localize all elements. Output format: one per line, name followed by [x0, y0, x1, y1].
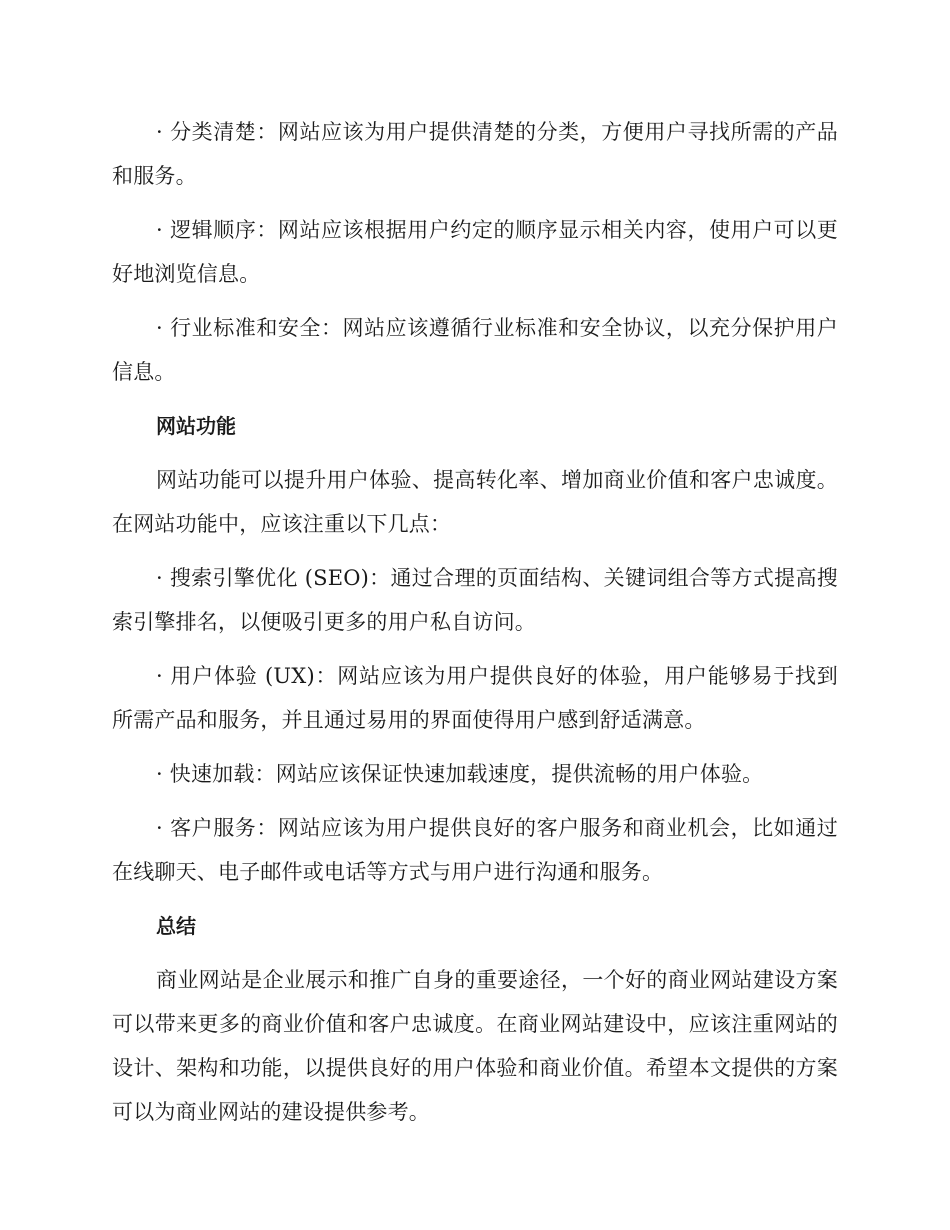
section-heading-summary: 总结	[156, 914, 196, 938]
functions-intro-paragraph: 网站功能可以提升用户体验、提高转化率、增加商业价值和客户忠诚度。在网站功能中，应该注重以下几点：	[112, 468, 838, 536]
document-page	[112, 110, 838, 1134]
list-item-customer-service: · 客户服务：网站应该为用户提供良好的客户服务和商业机会，比如通过在线聊天、电子邮件或电话等方式与用户进行沟通和服务。	[112, 816, 838, 884]
summary-paragraph: 商业网站是企业展示和推广自身的重要途径，一个好的商业网站建设方案可以带来更多的商业价值和客户忠诚度。在商业网站建设中，应该注重网站的设计、架构和功能，以提供良好的用户体验和商业价值。希望本文提供的方案可以为商业网站的建设提供参考。	[112, 968, 838, 1124]
list-item-logical-order: · 逻辑顺序：网站应该根据用户约定的顺序显示相关内容，使用户可以更好地浏览信息。	[112, 218, 838, 286]
list-item-seo: · 搜索引擎优化 (SEO)：通过合理的页面结构、关键词组合等方式提高搜索引擎排名，以便吸引更多的用户私自访问。	[112, 566, 838, 634]
list-item-fast-loading: · 快速加载：网站应该保证快速加载速度，提供流畅的用户体验。	[156, 762, 764, 786]
section-heading-functions: 网站功能	[156, 414, 236, 438]
list-item-standards-security: · 行业标准和安全：网站应该遵循行业标准和安全协议，以充分保护用户信息。	[112, 316, 838, 384]
list-item-classification: · 分类清楚：网站应该为用户提供清楚的分类，方便用户寻找所需的产品和服务。	[112, 120, 838, 188]
list-item-ux: · 用户体验 (UX)：网站应该为用户提供良好的体验，用户能够易于找到所需产品和服务，并且通过易用的界面使得用户感到舒适满意。	[112, 664, 838, 732]
